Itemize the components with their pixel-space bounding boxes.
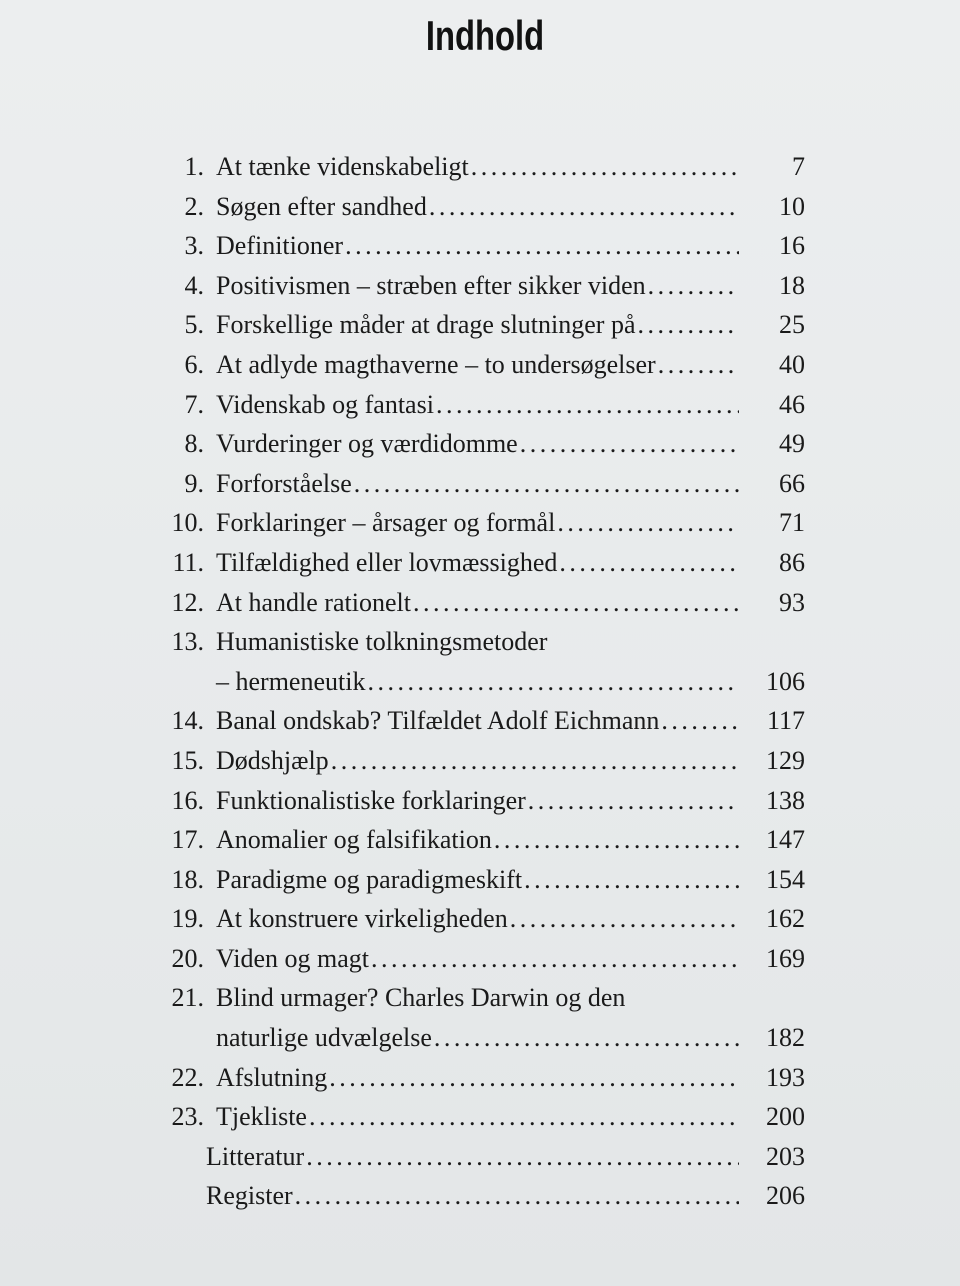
entry-number: 17. bbox=[171, 825, 204, 855]
toc-line bbox=[160, 781, 810, 821]
dot-leader bbox=[528, 781, 739, 821]
toc-entry bbox=[160, 1058, 810, 1098]
dot-leader bbox=[520, 424, 739, 464]
table-of-contents bbox=[160, 147, 810, 1216]
dot-leader bbox=[434, 1018, 739, 1058]
entry-number: 4. bbox=[184, 270, 204, 300]
entry-title: Funktionalistiske forklaringer bbox=[216, 785, 526, 815]
toc-entry bbox=[160, 583, 810, 623]
dot-leader bbox=[345, 226, 739, 266]
entry-number bbox=[160, 662, 204, 702]
entry-number: 15. bbox=[171, 745, 204, 775]
page-number: 40 bbox=[779, 349, 805, 379]
toc-line bbox=[160, 1176, 810, 1216]
toc-entry bbox=[160, 820, 810, 860]
entry-title: Paradigme og paradigmeskift bbox=[216, 864, 523, 894]
entry-number: 3. bbox=[184, 231, 204, 261]
toc-entry bbox=[160, 266, 810, 306]
toc-entry bbox=[160, 385, 810, 425]
toc-line bbox=[160, 622, 810, 662]
page-number: 10 bbox=[779, 191, 805, 221]
toc-line bbox=[160, 385, 810, 425]
entry-number: 18. bbox=[171, 864, 204, 894]
entry-title: Humanistiske tolkningsmetoder bbox=[216, 627, 548, 657]
entry-number: 2. bbox=[184, 191, 204, 221]
dot-leader bbox=[494, 820, 739, 860]
page-number: 93 bbox=[779, 587, 805, 617]
toc-entry bbox=[160, 1097, 810, 1137]
dot-leader bbox=[648, 266, 739, 306]
toc-line bbox=[160, 1018, 810, 1058]
entry-title: At adlyde magthaverne – to undersøgelser bbox=[216, 349, 656, 379]
toc-entry bbox=[160, 187, 810, 227]
entry-number: 11. bbox=[172, 547, 204, 577]
toc-line bbox=[160, 583, 810, 623]
spacer bbox=[625, 978, 810, 1018]
entry-number: 9. bbox=[184, 468, 204, 498]
page-number: 71 bbox=[779, 508, 805, 538]
toc-line bbox=[160, 860, 810, 900]
toc-entry bbox=[160, 464, 810, 504]
dot-leader bbox=[371, 939, 739, 979]
dot-leader bbox=[309, 1097, 739, 1137]
dot-leader bbox=[295, 1176, 739, 1216]
spacer bbox=[547, 622, 810, 662]
dot-leader bbox=[367, 662, 739, 702]
entry-title: At handle rationelt bbox=[216, 587, 411, 617]
entry-title: At tænke videnskabeligt bbox=[216, 152, 469, 181]
toc-entry bbox=[160, 503, 810, 543]
toc-line bbox=[160, 345, 810, 385]
page-number: 117 bbox=[766, 706, 805, 736]
toc-line bbox=[160, 978, 810, 1018]
toc-entry bbox=[160, 543, 810, 583]
entry-title: Blind urmager? Charles Darwin og den bbox=[216, 983, 626, 1013]
dot-leader bbox=[429, 187, 739, 227]
entry-title: Anomalier og falsifikation bbox=[216, 825, 492, 855]
dot-leader bbox=[510, 899, 739, 939]
page-number: 7 bbox=[792, 152, 805, 181]
dot-leader bbox=[559, 543, 739, 583]
page-number: 154 bbox=[766, 864, 805, 894]
entry-title: Forforståelse bbox=[216, 468, 352, 498]
toc-entry bbox=[160, 978, 810, 1057]
toc-line bbox=[160, 187, 810, 227]
toc-line bbox=[160, 305, 810, 345]
toc-line bbox=[160, 503, 810, 543]
page-number: 18 bbox=[779, 270, 805, 300]
page-number: 206 bbox=[766, 1181, 805, 1211]
entry-title: Videnskab og fantasi bbox=[216, 389, 434, 419]
page-title: Indhold bbox=[425, 12, 545, 59]
toc-line bbox=[160, 543, 810, 583]
entry-title: Tjekliste bbox=[216, 1102, 307, 1132]
toc-entry bbox=[160, 781, 810, 821]
entry-number: 7. bbox=[184, 389, 204, 419]
entry-number bbox=[160, 1018, 204, 1058]
toc-line bbox=[160, 899, 810, 939]
dot-leader bbox=[661, 701, 739, 741]
entry-title: Dødshjælp bbox=[216, 745, 329, 775]
entry-number: 22. bbox=[171, 1062, 204, 1092]
entry-title: Forskellige måder at drage slutninger på bbox=[216, 310, 636, 340]
toc-entry bbox=[160, 939, 810, 979]
entry-number: 6. bbox=[184, 349, 204, 379]
toc-entry bbox=[160, 701, 810, 741]
toc-line bbox=[160, 820, 810, 860]
dot-leader bbox=[637, 305, 739, 345]
dot-leader bbox=[306, 1137, 739, 1177]
entry-number: 14. bbox=[171, 706, 204, 736]
dot-leader bbox=[331, 741, 739, 781]
dot-leader bbox=[354, 464, 739, 504]
dot-leader bbox=[413, 583, 739, 623]
toc-line bbox=[160, 939, 810, 979]
entry-number: 10. bbox=[171, 508, 204, 538]
toc-line bbox=[160, 741, 810, 781]
page-number: 49 bbox=[779, 429, 805, 459]
page-number: 66 bbox=[779, 468, 805, 498]
page-number: 129 bbox=[766, 745, 805, 775]
entry-title: Positivismen – stræben efter sikker viden bbox=[216, 270, 646, 300]
entry-title: Litteratur bbox=[206, 1141, 305, 1171]
entry-title: Vurderinger og værdidomme bbox=[216, 429, 518, 459]
page-number: 162 bbox=[766, 904, 805, 934]
page-number: 200 bbox=[766, 1102, 805, 1132]
toc-line bbox=[160, 662, 810, 702]
toc-entry bbox=[160, 305, 810, 345]
toc-entry bbox=[160, 345, 810, 385]
entry-title: Definitioner bbox=[216, 231, 344, 261]
toc-line bbox=[160, 464, 810, 504]
toc-entry bbox=[160, 424, 810, 464]
toc-entry bbox=[160, 741, 810, 781]
toc-line bbox=[160, 701, 810, 741]
toc-line bbox=[160, 1097, 810, 1137]
entry-number: 1. bbox=[184, 152, 204, 181]
entry-number bbox=[160, 1137, 204, 1177]
entry-title: Viden og magt bbox=[216, 943, 369, 973]
entry-title: Afslutning bbox=[216, 1062, 328, 1092]
entry-number: 19. bbox=[171, 904, 204, 934]
page-number: 147 bbox=[766, 825, 805, 855]
entry-number: 21. bbox=[171, 983, 204, 1013]
dot-leader bbox=[329, 1058, 739, 1098]
entry-number: 8. bbox=[184, 429, 204, 459]
entry-number: 16. bbox=[171, 785, 204, 815]
toc-line bbox=[160, 1058, 810, 1098]
entry-title: Register bbox=[206, 1181, 293, 1211]
dot-leader bbox=[658, 345, 739, 385]
toc-entry bbox=[160, 622, 810, 701]
toc-entry bbox=[160, 860, 810, 900]
entry-title: At konstruere virkeligheden bbox=[216, 904, 508, 934]
toc-line bbox=[160, 266, 810, 306]
toc-entry bbox=[160, 899, 810, 939]
entry-title: Søgen efter sandhed bbox=[216, 191, 427, 221]
entry-title: Tilfældighed eller lovmæssighed bbox=[216, 547, 558, 577]
page-number: 25 bbox=[779, 310, 805, 340]
dot-leader bbox=[557, 503, 739, 543]
page-number: 203 bbox=[766, 1141, 805, 1171]
page-number: 193 bbox=[766, 1062, 805, 1092]
entry-number: 5. bbox=[184, 310, 204, 340]
page-number: 16 bbox=[779, 231, 805, 261]
toc-entry bbox=[160, 1137, 810, 1177]
page-number: 169 bbox=[766, 943, 805, 973]
entry-number: 12. bbox=[171, 587, 204, 617]
toc-line bbox=[160, 147, 810, 187]
page-number: 182 bbox=[766, 1023, 805, 1053]
entry-title: naturlige udvælgelse bbox=[216, 1023, 432, 1053]
entry-title: – hermeneutik bbox=[216, 666, 366, 696]
dot-leader bbox=[436, 385, 739, 425]
toc-line bbox=[160, 226, 810, 266]
page-number: 86 bbox=[779, 547, 805, 577]
toc-entry bbox=[160, 1176, 810, 1216]
page-number: 46 bbox=[779, 389, 805, 419]
entry-title: Banal ondskab? Tilfældet Adolf Eichmann bbox=[216, 706, 660, 736]
entry-number: 23. bbox=[171, 1102, 204, 1132]
toc-entry bbox=[160, 147, 810, 187]
toc-line bbox=[160, 1137, 810, 1177]
toc-entry bbox=[160, 226, 810, 266]
entry-number: 13. bbox=[171, 627, 204, 657]
toc-line bbox=[160, 424, 810, 464]
dot-leader bbox=[524, 860, 739, 900]
page-number: 138 bbox=[766, 785, 805, 815]
entry-number: 20. bbox=[171, 943, 204, 973]
entry-number bbox=[160, 1176, 204, 1216]
dot-leader bbox=[471, 147, 739, 187]
entry-title: Forklaringer – årsager og formål bbox=[216, 508, 556, 538]
page-number: 106 bbox=[766, 666, 805, 696]
